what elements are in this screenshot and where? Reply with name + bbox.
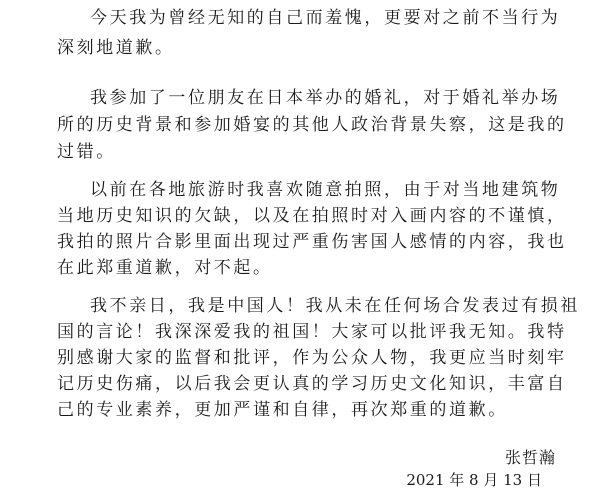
paragraph-2-line-3: 过错。: [57, 142, 116, 162]
paragraph-4-line-5: 己的专业素养，更加严谨和自律，再次郑重的道歉。: [57, 400, 508, 420]
signature: 张哲瀚: [504, 448, 556, 467]
paragraph-4-line-1: 我不亲日，我是中国人！我从未在任何场合发表过有损祖: [90, 296, 580, 316]
paragraph-3-line-3: 我拍的照片合影里面出现过严重伤害国人感情的内容，我也: [57, 232, 567, 252]
paragraph-4-line-3: 别感谢大家的监督和批评，作为公众人物，我更应当时刻牢: [57, 348, 567, 368]
paragraph-1-line-2: 深刻地道歉。: [57, 38, 175, 58]
paragraph-3-line-1: 以前在各地旅游时我喜欢随意拍照，由于对当地建筑物: [90, 180, 561, 200]
paragraph-3-line-4: 在此郑重道歉，对不起。: [57, 258, 273, 278]
paragraph-3-line-2: 当地历史知识的欠缺，以及在拍照时对入画内容的不谨慎，: [57, 206, 567, 226]
paragraph-4-line-2: 国的言论！我深深爱我的祖国！大家可以批评我无知。我特: [57, 322, 567, 342]
paragraph-4-line-4: 记历史伤痛，以后我会更认真的学习历史文化知识，丰富自: [57, 374, 567, 394]
letter-date: 2021 年 8 月 13 日: [406, 471, 542, 489]
paragraph-1-line-1: 今天我为曾经无知的自己而羞愧，更要对之前不当行为: [90, 8, 561, 28]
paragraph-2-line-1: 我参加了一位朋友在日本举办的婚礼，对于婚礼举办场: [90, 88, 561, 108]
paragraph-2-line-2: 所的历史背景和参加婚宴的其他人政治背景失察，这是我的: [57, 115, 567, 135]
